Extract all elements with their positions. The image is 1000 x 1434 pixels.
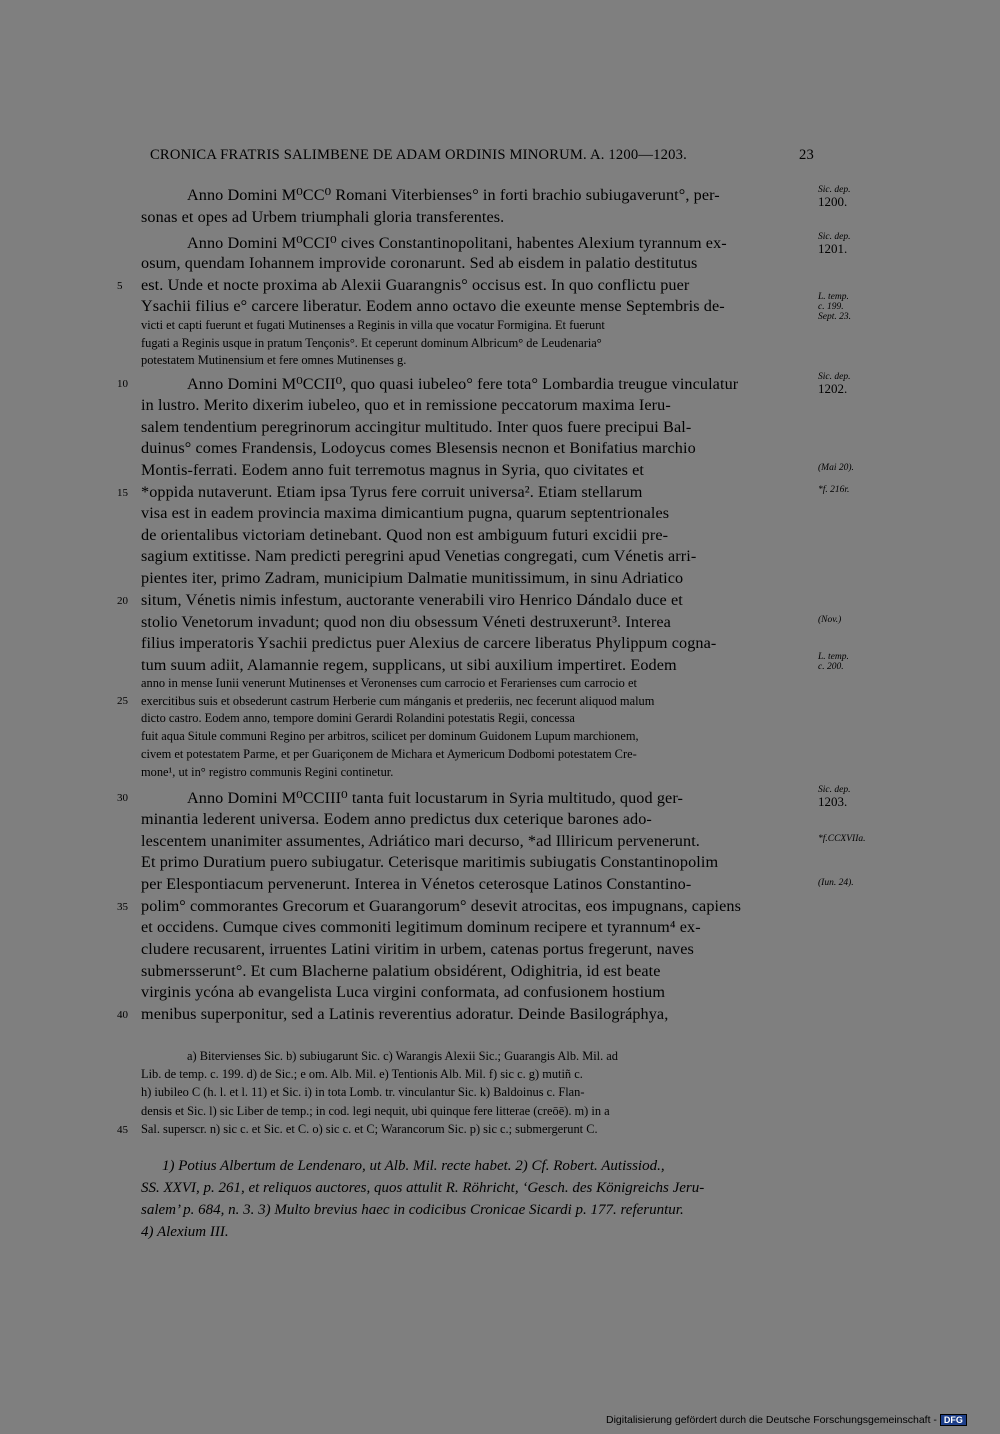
margin-note-label: Sic. dep.	[818, 785, 851, 795]
text-line: et occidens. Cumque cives commoniti legitimum dominum recipere et tyrannum⁴ ex-	[141, 918, 701, 936]
text-line: *oppida nutaverunt. Etiam ipsa Tyrus fere corruit universa². Etiam stellarum	[141, 483, 643, 501]
text-line: de orientalibus victoriam detinebant. Quod non est ambiguum futuri excidii pre-	[141, 526, 669, 544]
text-line: dicto castro. Eodem anno, tempore domini Gerardi Rolandini potestatis Regii, concessa	[141, 711, 575, 725]
margin-note-label: L. temp. c. 200.	[818, 652, 849, 672]
text-line: anno in mense Iunii venerunt Mutinenses et Veronenses cum carrocio et Ferarienses cum carrocio et	[141, 676, 637, 690]
text-line: per Elespontiacum pervenerunt. Interea in Vénetos ceterosque Latinos Constantino-	[141, 875, 692, 893]
text-line: mone¹, ut in° registro communis Regini continetur.	[141, 765, 394, 779]
margin-note	[818, 878, 854, 888]
margin-note-label: (Iun. 24).	[818, 878, 854, 888]
text-line: polim° commorantes Grecorum et Guarangorum° desevit atrocitas, eos impugnans, capiens	[141, 897, 741, 915]
margin-note	[818, 372, 850, 395]
text-line: fuit aqua Situle communi Regino per arbitros, scilicet per dominum Guidonem Lupum marchionem,	[141, 729, 639, 743]
footnote-line: densis et Sic. l) sic Liber de temp.; in cod. legi nequit, ubi quinque fere litterae (creōē). m) in a	[141, 1104, 610, 1118]
note-line: SS. XXVI, p. 261, et reliquos auctores, quos attulit R. Röhricht, ‘Gesch. des Königreichs Jeru-	[141, 1180, 705, 1196]
note-line: salem’ p. 684, n. 3. 3) Multo brevius haec in codicibus Cronicae Sicardi p. 177. referuntur.	[141, 1202, 684, 1218]
text-line: victi et capti fuerunt et fugati Mutinenses a Reginis in villa que vocatur Formigina. Et fuerunt	[141, 318, 605, 332]
text-line: cludere recusarent, irruentes Latini viritim in urbem, catenas portus fregerunt, naves	[141, 940, 694, 958]
margin-note-year: 1201.	[818, 241, 848, 256]
text-line: potestatem Mutinensium et fere omnes Mutinenses g.	[141, 353, 407, 367]
margin-note	[818, 463, 854, 473]
text-line: osum, quendam Iohannem improvide coronarunt. Sed ab eisdem in palatio destitutus	[141, 254, 698, 272]
footnote-line: Lib. de temp. c. 199. d) de Sic.; e om. Alb. Mil. e) Tentionis Alb. Mil. f) sic c. g) mutiñ c.	[141, 1067, 583, 1081]
footer-text: Digitalisierung gefördert durch die Deutsche Forschungsgemeinschaft -	[606, 1414, 937, 1426]
line-number: 40	[117, 1009, 128, 1021]
margin-note	[818, 615, 841, 625]
text-line: Anno Domini M⁰CCI⁰ cives Constantinopolitani, habentes Alexium tyrannum ex-	[187, 234, 727, 252]
text-line: lescentem unanimiter assumentes, Adriático mari decurso, *ad Illiricum pervenerunt.	[141, 832, 700, 850]
line-number: 5	[117, 280, 123, 292]
margin-note	[818, 652, 849, 672]
line-number: 35	[117, 901, 128, 913]
text-line: Et primo Duratium puero subiugatur. Ceterisque maritimis subiugatis Constantinopolim	[141, 853, 719, 871]
text-line: sonas et opes ad Urbem triumphali gloria transferentes.	[141, 208, 505, 226]
footnote-line: a) Bitervienses Sic. b) subiugarunt Sic. c) Warangis Alexii Sic.; Guarangis Alb. Mil. ad	[187, 1049, 618, 1063]
line-number: 45	[117, 1124, 128, 1136]
margin-note	[818, 185, 850, 208]
text-line: fugati a Reginis usque in pratum Tençonis°. Et ceperunt dominum Albricum° de Leudenaria°	[141, 336, 602, 350]
margin-note-year: 1203.	[818, 794, 848, 809]
text-line: pientes iter, primo Zadram, municipium Dalmatie munitissimum, in sinu Adriatico	[141, 569, 684, 587]
text-line: Anno Domini M⁰CCIII⁰ tanta fuit locustarum in Syria multitudo, quod ger-	[187, 789, 683, 807]
margin-note-label: Sic. dep.	[818, 185, 851, 195]
dfg-logo: DFG	[940, 1414, 967, 1426]
margin-note	[818, 485, 849, 495]
text-line: filius imperatoris Ysachii predictus puer Alexius de carcere liberatus Phylippum cogna-	[141, 634, 717, 652]
margin-note	[818, 785, 850, 808]
text-line: Anno Domini M⁰CCII⁰, quo quasi iubeleo° fere tota° Lombardia treugue vinculatur	[187, 375, 739, 393]
margin-note-year: 1200.	[818, 194, 848, 209]
line-number: 15	[117, 487, 128, 499]
text-line: tum suum adiit, Alamannie regem, supplicans, ut sibi auxilium impertiret. Eodem	[141, 656, 677, 674]
text-line: in lustro. Merito dixerim iubeleo, quo et in remissione peccatorum maxima Ieru-	[141, 396, 671, 414]
text-line: duinus° comes Frandensis, Lodoycus comes Blesensis necnon et Bonifatius marchio	[141, 439, 696, 457]
text-line: salem tendentium peregrinorum accingitur multitudo. Inter quos fuere precipui Bal-	[141, 418, 692, 436]
margin-note-label: *f.CCXVIIa.	[818, 834, 866, 844]
running-header	[150, 147, 814, 164]
text-line: minantia lederent universa. Eodem anno predictus dux ceterique barones ado-	[141, 810, 652, 828]
page-number: 23	[799, 147, 814, 163]
margin-note	[818, 232, 850, 255]
text-line: visa est in eadem provincia maxima dimicantium pugna, quarum septentrionales	[141, 504, 670, 522]
note-line: 4) Alexium III.	[141, 1224, 229, 1240]
margin-note	[818, 834, 866, 844]
text-line: stolio Venetorum invadunt; quod non diu obsessum Véneti destruxerunt³. Interea	[141, 613, 671, 631]
line-number: 25	[117, 695, 128, 707]
text-line: Ysachii filius e° carcere liberatur. Eodem anno octavo die exeunte mense Septembris de-	[141, 297, 725, 315]
text-line: virginis ycóna ab evangelista Luca virgini conformata, ad confusionem hostium	[141, 983, 666, 1001]
line-number: 10	[117, 378, 128, 390]
page-title: CRONICA FRATRIS SALIMBENE DE ADAM ORDINIS MINORUM. A. 1200—1203.	[150, 147, 688, 163]
margin-note-label: (Mai 20).	[818, 463, 854, 473]
text-line: submersserunt°. Et cum Blacherne palatium obsidérent, Odighitria, id est beate	[141, 962, 661, 980]
text-line: sagium extitisse. Nam predicti peregrini apud Venetias congregati, cum Vénetis arri-	[141, 547, 697, 565]
text-line: situm, Vénetis nimis infestum, auctorante venerabili viro Henrico Dándalo duce et	[141, 591, 683, 609]
text-line: exercitibus suis et obsederunt castrum Herberie cum mánganis et prederiis, nec fecerunt aliquod malum	[141, 694, 655, 708]
margin-note-label: Sic. dep.	[818, 372, 851, 382]
margin-note-label: Sic. dep.	[818, 232, 851, 242]
margin-note-label: L. temp. c. 199. Sept. 23.	[818, 292, 851, 322]
margin-note-year: 1202.	[818, 381, 848, 396]
note-line: 1) Potius Albertum de Lendenaro, ut Alb. Mil. recte habet. 2) Cf. Robert. Autissiod.,	[162, 1158, 665, 1174]
text-line: menibus superponitur, sed a Latinis reverentius adoratur. Deinde Basilográphya,	[141, 1005, 669, 1023]
footer	[606, 1414, 967, 1426]
line-number: 20	[117, 595, 128, 607]
text-line: Montis-ferrati. Eodem anno fuit terremotus magnus in Syria, quo civitates et	[141, 461, 645, 479]
footnote-line: h) iubileo C (h. l. et l. 11) et Sic. i) in tota Lomb. tr. vinculantur Sic. k) Baldoinus c. Flan-	[141, 1085, 585, 1099]
margin-note-label: (Nov.)	[818, 615, 842, 625]
text-line: civem et potestatem Parme, et per Guariçonem de Michara et Aymericum Dodbomi potestatem Cre-	[141, 747, 637, 761]
footnote-line: Sal. superscr. n) sic c. et Sic. et C. o) sic c. et C; Warancorum Sic. p) sic c.; submergerunt C.	[141, 1122, 598, 1136]
margin-note-label: *f. 216r.	[818, 485, 850, 495]
margin-note	[818, 292, 851, 322]
line-number: 30	[117, 792, 128, 804]
text-line: est. Unde et nocte proxima ab Alexii Guarangnis° occisus est. In quo conflictu puer	[141, 276, 690, 294]
text-line: Anno Domini M⁰CC⁰ Romani Viterbienses° in forti brachio subiugaverunt°, per-	[187, 186, 720, 204]
